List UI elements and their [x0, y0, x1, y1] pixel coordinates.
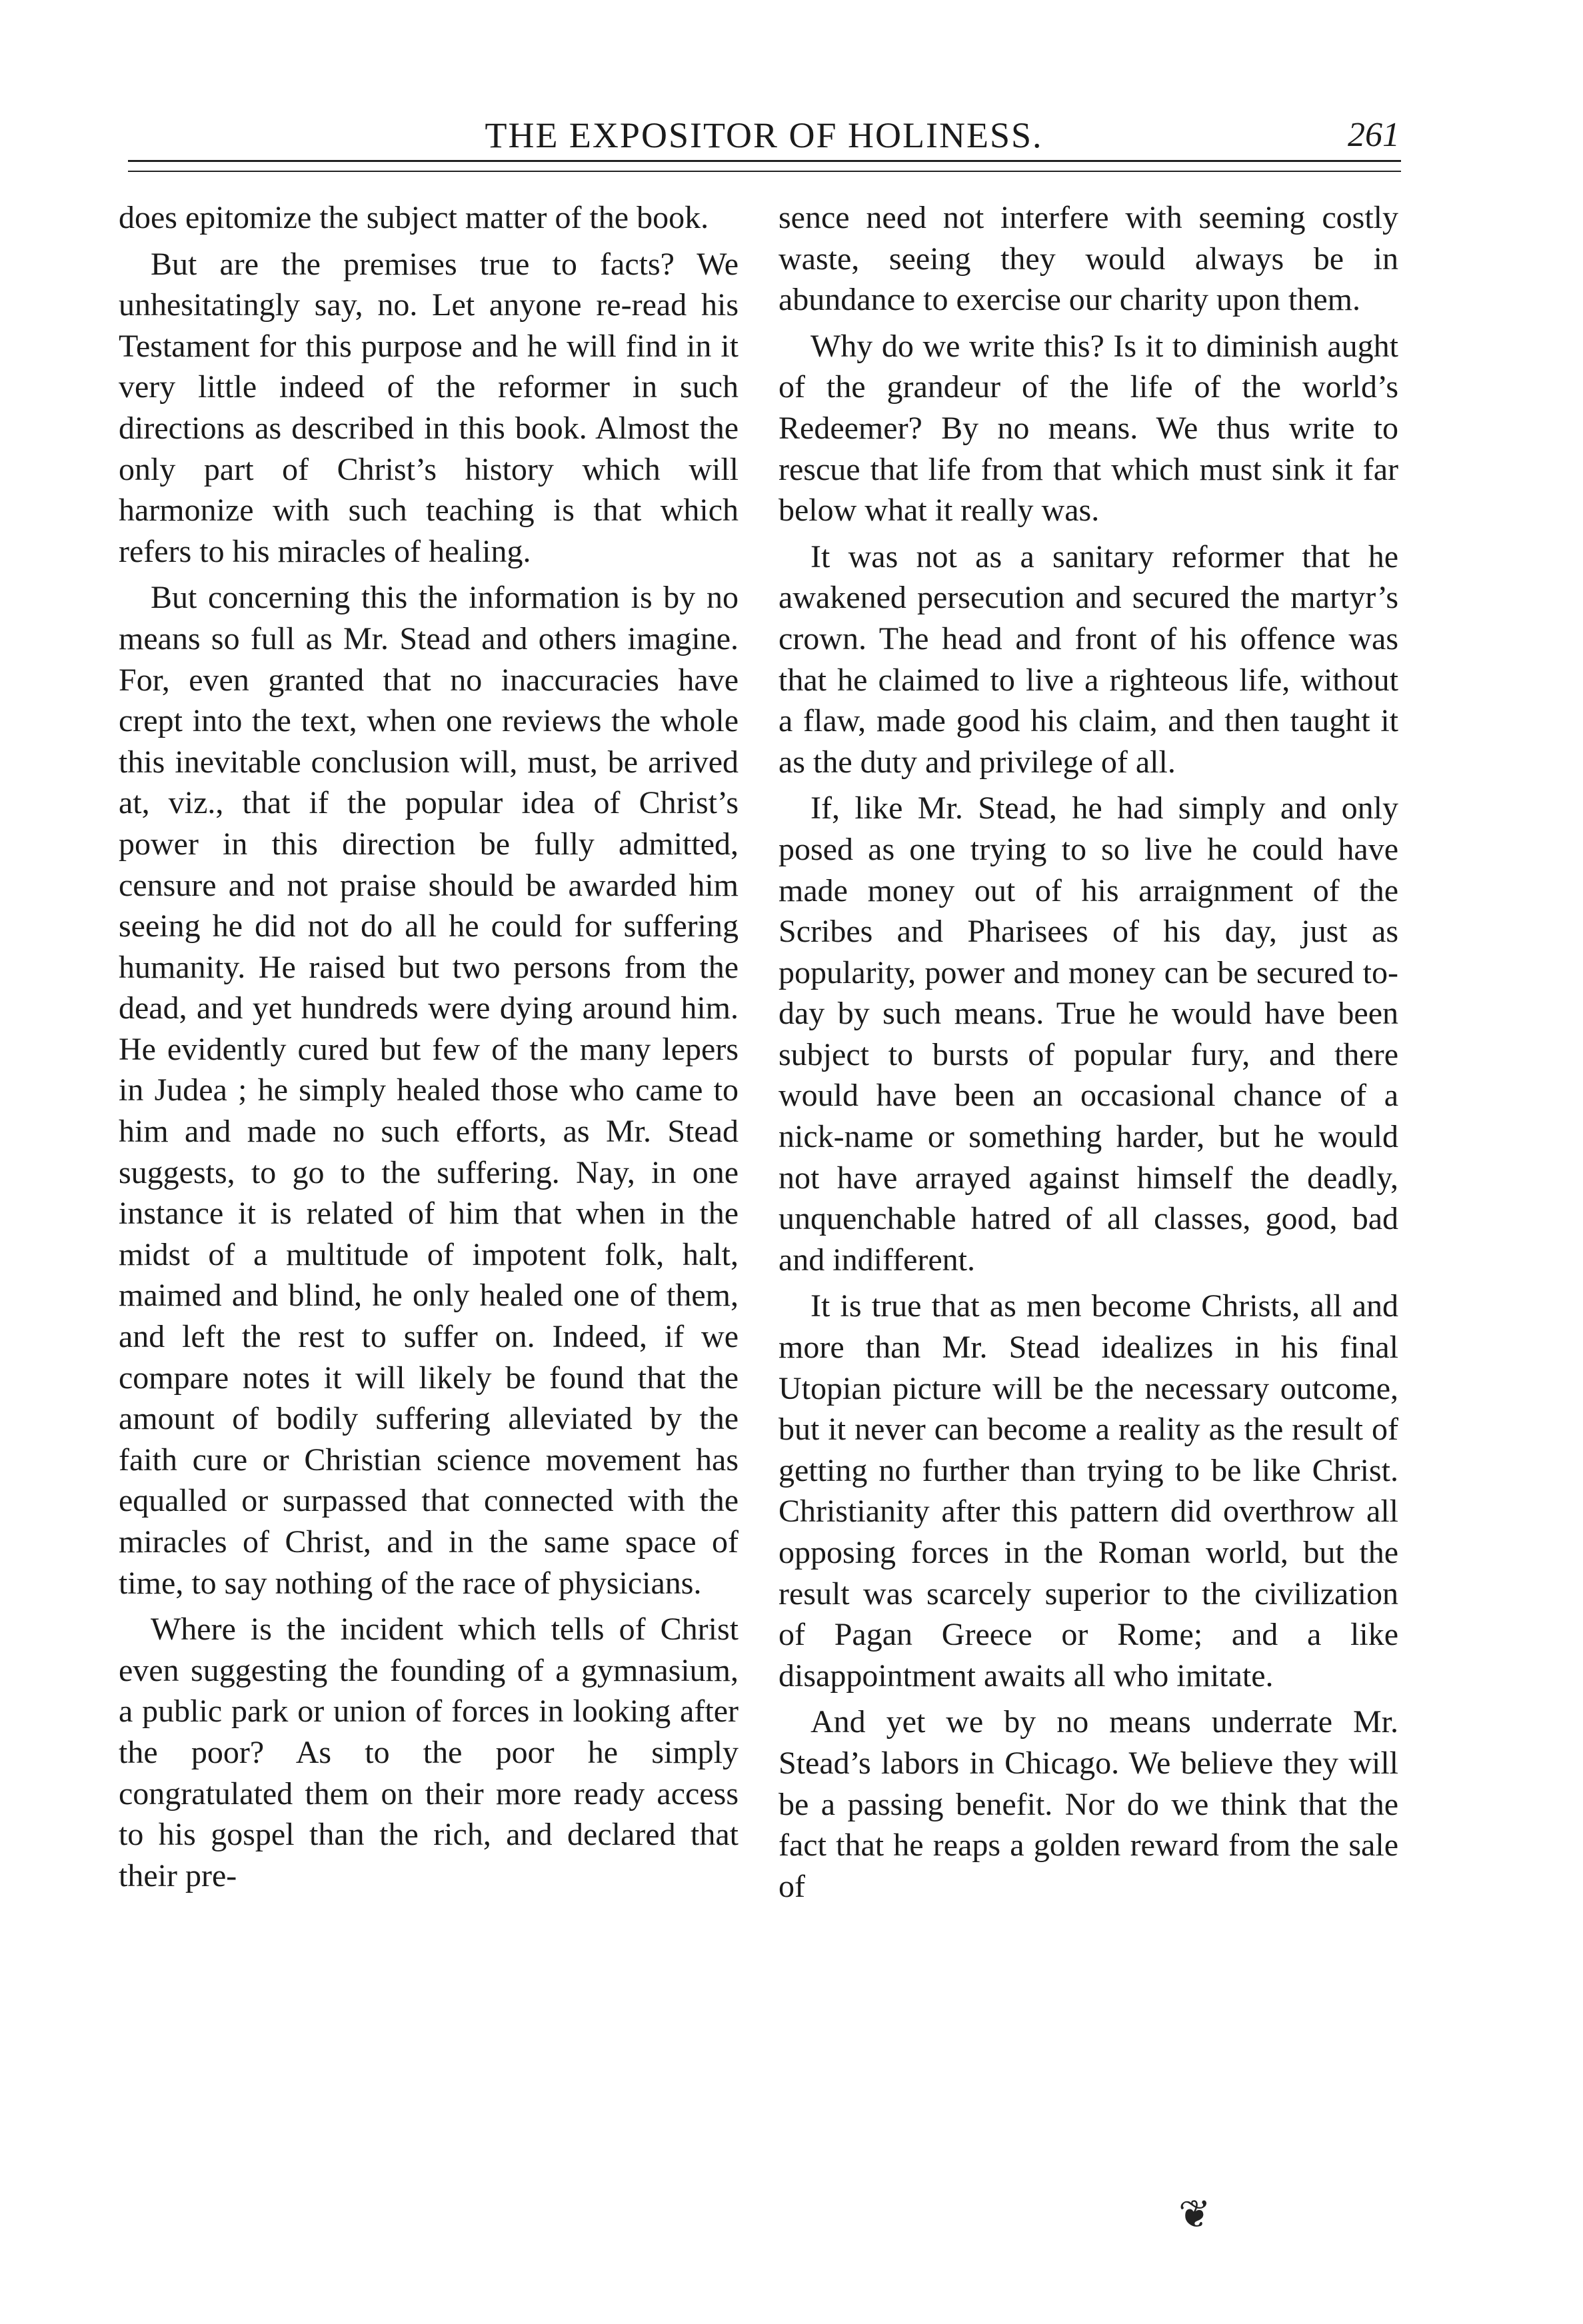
right-paragraph-4: If, like Mr. Stead, he had simply and only posed as one trying to so live he could have made money out of his arraignment of the Scribes and Pharisees of his day, just as popularity, power and money can be secured to-day by such means. True he would have been subject to bursts of popular fury, and there would have been an occasional chance of a nick-name or something harder, but he would not have arrayed against himself the deadly, unquenchable hatred of all classes, good, bad and indifferent. [779, 790, 1398, 1278]
printer-ornament-icon: ❦ [1178, 2193, 1211, 2236]
left-column [119, 197, 739, 1901]
left-paragraph-4: Where is the incident which tells of Christ even suggesting the founding of a gymnasium, a public park or union of forces in looking after the poor? As to the poor he simply congratulated them on their more ready access to his gospel than the rich, and declared that their pre- [119, 1612, 739, 1893]
page-number: 261 [1348, 116, 1400, 154]
left-paragraph-3: But concerning this the information is by no means so full as Mr. Stead and others imagine. For, even granted that no inaccuracies have crept into the text, when one reviews the whole this inevitable conclusion will, must, be arrived at, viz., that if the popular idea of Christ’s power in this direction be fully admitted, censure and not praise should be awarded him seeing he did not do all he could for suffering humanity. He raised but two persons from the dead, and yet hundreds were dying around him. He evidently cured but few of the many lepers in Judea ; he simply healed those who came to him and made no such efforts, as Mr. Stead suggests, to go to the suffering. Nay, in one instance it is related of him that when in the midst of a multitude of impotent folk, halt, maimed and blind, he only healed one of them, and left the rest to suffer on. Indeed, if we compare notes it will likely be found that the amount of bodily suffering alleviated by the faith cure or Christian science movement has equalled or surpassed that connected with the miracles of Christ, and in the same space of time, to say nothing of the race of physicians. [119, 580, 739, 1601]
right-paragraph-2: Why do we write this? Is it to diminish aught of the grandeur of the life of the world’s Redeemer? By no means. We thus write to rescue that life from that which must sink it far below what it really was. [779, 328, 1398, 529]
left-paragraph-1: does epitomize the subject matter of the book. [119, 200, 709, 235]
right-paragraph-3: It was not as a sanitary reformer that he awakened persecution and secured the martyr’s crown. The head and front of his offence was that he claimed to live a righteous life, without a flaw, made good his claim, and then taught it as the duty and privilege of all. [779, 539, 1398, 780]
header-rule-top [128, 160, 1401, 162]
right-paragraph-1: sence need not interfere with seeming costly waste, seeing they would always be in abundance to exercise our charity upon them. [779, 200, 1398, 318]
running-title: THE EXPOSITOR OF HOLINESS. [485, 115, 1043, 155]
running-head [128, 112, 1400, 159]
right-paragraph-6: And yet we by no means underrate Mr. Stead’s labors in Chicago. We believe they will be a passing benefit. Nor do we think that the fact that he reaps a golden reward from the sale of [779, 1704, 1398, 1904]
header-rule-bottom [128, 171, 1401, 172]
right-column [779, 197, 1398, 1912]
left-paragraph-2: But are the premises true to facts? We unhesitatingly say, no. Let anyone re-read his Testament for this purpose and he will find in it very little indeed of the reformer in such directions as described in this book. Almost the only part of Christ’s history which will harmonize with such teaching is that which refers to his miracles of healing. [119, 246, 739, 569]
right-paragraph-5: It is true that as men become Christs, all and more than Mr. Stead idealizes in his final Utopian picture will be the necessary outcome, but it never can become a reality as the result of getting no further than trying to be like Christ. Christianity after this pattern did overthrow all opposing forces in the Roman world, but the result was scarcely superior to the civilization of Pagan Greece or Rome; and a like disappointment awaits all who imitate. [779, 1288, 1398, 1694]
